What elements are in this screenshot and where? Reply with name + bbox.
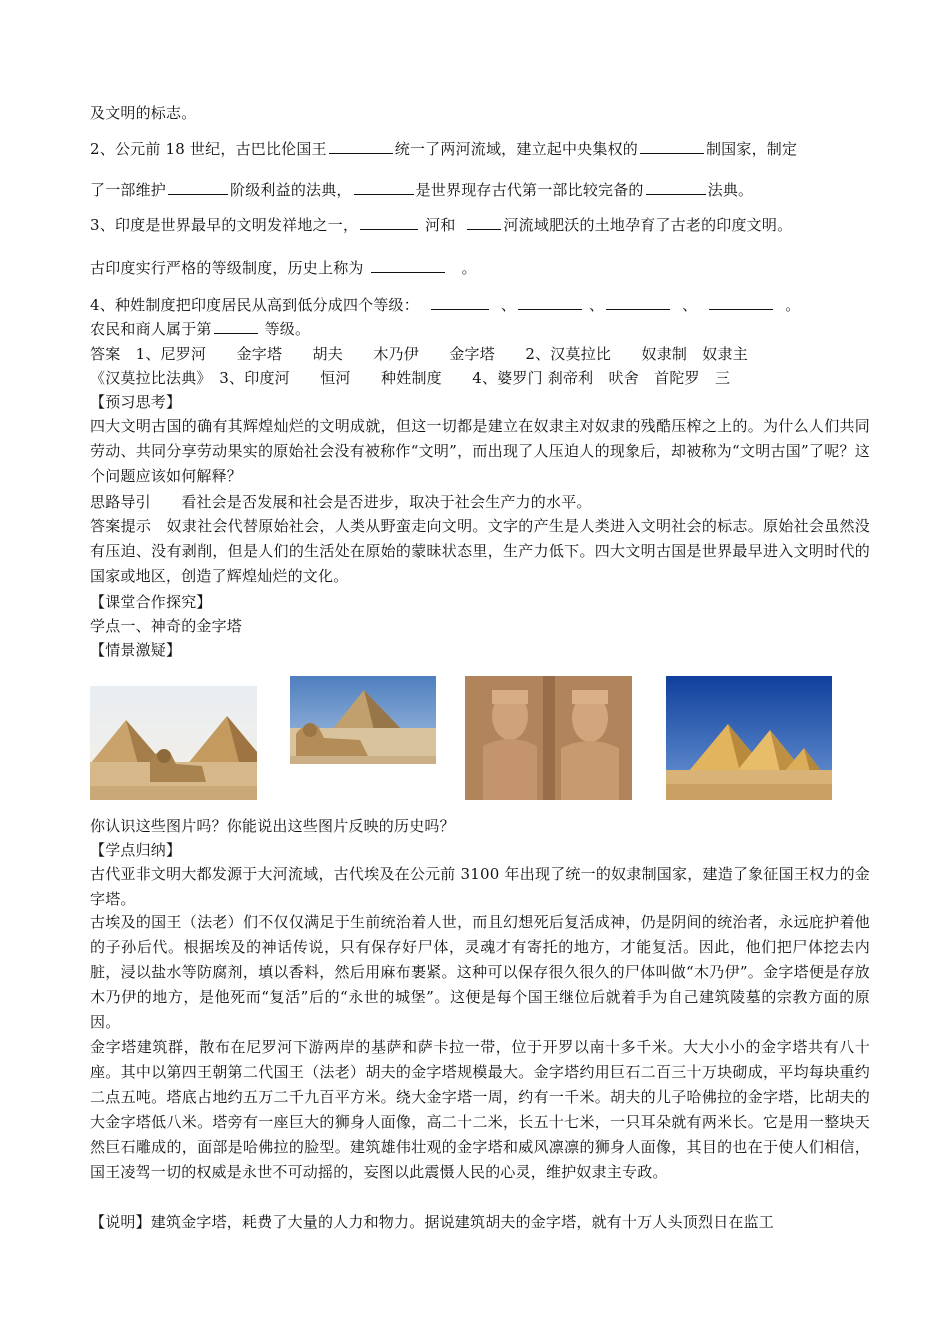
class-heading: 【课堂合作探究】 (90, 593, 212, 611)
point-title: 学点一、神奇的金字塔 (90, 617, 243, 635)
summary-heading: 【学点归纳】 (90, 841, 182, 859)
sphinx-pyramid-photo (290, 676, 436, 764)
answer-hint: 答案提示 奴隶社会代替原始社会，人类从野蛮走向文明。文字的产生是人类进入文明社会的标志。原始社会虽然没有压迫、没有剥削，但是人们的生活处在原始的蒙昧状态里，生产力低下。四大文明古国是世界最早进入文明时代的国家或地区，创造了辉煌灿烂的文化。 (90, 517, 870, 585)
pyramids-sphinx-photo (90, 686, 257, 800)
q2-blank-4[interactable] (354, 178, 414, 195)
q4-blank-4[interactable] (709, 293, 773, 310)
preview-text: 四大文明古国的确有其辉煌灿烂的文明成就，但这一切都是建立在奴隶主对奴隶的残酷压榨之上的。为什么人们共同劳动、共同分享劳动果实的原始社会没有被称作“文明”，而出现了人压迫人的现象后，却被称为“文明古国”了呢？这个问题应该如何解释？ (90, 417, 870, 485)
q4-sep-1: 、 (500, 296, 517, 314)
q2-blank-5[interactable] (646, 178, 706, 195)
q2-text-c: 制国家，制定 (705, 140, 798, 158)
q3-text-a: 3、印度是世界最早的文明发祥地之一， (90, 216, 359, 234)
question-2-line-1 (90, 137, 870, 162)
scene-heading: 【情景激疑】 (90, 641, 182, 659)
q4-sep-2: 、 (589, 296, 605, 314)
q2-text-f: 是世界现存古代第一部比较完备的 (415, 181, 644, 199)
q4-blank-5[interactable] (214, 317, 258, 334)
answers-line-2: 《汉莫拉比法典》 3、印度河 恒河 种姓制度 4、婆罗门 刹帝利 吠舍 首陀罗 三 (90, 369, 731, 387)
summary-paragraph-1: 古代亚非文明大都发源于大河流域，古代埃及在公元前 3100 年出现了统一的奴隶制国家，建造了象征国王权力的金字塔。 (90, 865, 870, 908)
question-4-line-2 (90, 317, 870, 342)
q2-text-a: 2、公元前 18 世纪，古巴比伦国王 (90, 140, 327, 158)
q4-line2-b: 等级。 (264, 320, 311, 338)
q3-blank-2[interactable] (467, 213, 501, 230)
answers-line-1: 答案 1、尼罗河 金字塔 胡夫 木乃伊 金字塔 2、汉莫拉比 奴隶制 奴隶主 (90, 345, 748, 363)
preview-heading: 【预习思考】 (90, 393, 182, 411)
question-text: 你认识这些图片吗？你能说出这些图片反映的历史吗？ (90, 817, 455, 835)
q4-line2-a: 农民和商人属于第 (90, 320, 212, 338)
q2-text-b: 统一了两河流域，建立起中央集权的 (394, 140, 638, 158)
summary-paragraph-2: 古埃及的国王（法老）们不仅仅满足于生前统治着人世，而且幻想死后复活成神，仍是阴间的统治者，永远庇护着他的子孙后代。根据埃及的神话传说，只有保存好尸体，灵魂才有寄托的地方，才能复活。因此，他们把尸体挖去内脏，浸以盐水等防腐剂，填以香料，然后用麻布裹紧。这种可以保存很久很久的尸体叫做“木乃伊”。金字塔便是存放木乃伊的地方，是他死而“复活”后的“永世的城堡”。这便是每个国王继位后就着手为自己建筑陵墓的宗教方面的原因。 (90, 913, 870, 1031)
q3-text-e: 。 (461, 259, 477, 277)
q2-blank-2[interactable] (640, 137, 704, 154)
q4-text-a: 4、种姓制度把印度居民从高到低分成四个等级： (90, 296, 419, 314)
question-3-line-2 (90, 256, 870, 281)
q2-text-g: 法典。 (707, 181, 754, 199)
q3-blank-3[interactable] (371, 256, 445, 273)
q4-blank-3[interactable] (606, 293, 670, 310)
q2-blank-3[interactable] (168, 178, 228, 195)
q3-blank-1[interactable] (360, 213, 418, 230)
question-2-line-2 (90, 178, 870, 203)
abu-simbel-statues-photo (465, 676, 632, 800)
q4-sep-3: 、 (682, 296, 698, 314)
q2-text-e: 阶级利益的法典， (230, 181, 352, 199)
question-3-line-1 (90, 213, 870, 238)
giza-pyramids-photo (666, 676, 832, 800)
q2-text-d: 了一部维护 (90, 181, 167, 199)
q4-blank-1[interactable] (431, 293, 489, 310)
summary-paragraph-3: 金字塔建筑群，散布在尼罗河下游两岸的基萨和萨卡拉一带，位于开罗以南十多千米。大大小小的金字塔共有八十座。其中以第四王朝第二代国王（法老）胡夫的金字塔规模最大。金字塔约用巨石二百三十万块砌成，平均每块重约二点五吨。塔底占地约五万二千九百平方米。绕大金字塔一周，约有一千米。胡夫的儿子哈佛拉的金字塔，比胡夫的大金字塔低八米。塔旁有一座巨大的狮身人面像，高二十二米，长五十七米，一只耳朵就有两米长。它是用一整块天然巨石雕成的，面部是哈佛拉的脸型。建筑雄伟壮观的金字塔和威风凛凛的狮身人面像，其目的也在于使人们相信，国王凌驾一切的权威是永世不可动摇的，妄图以此震慑人民的心灵，维护奴隶主专政。 (90, 1038, 870, 1181)
q2-blank-1[interactable] (329, 137, 393, 154)
q3-text-b: 河和 (425, 216, 456, 234)
question-4-line-1 (90, 293, 870, 318)
q4-blank-2[interactable] (518, 293, 582, 310)
note-text: 【说明】建筑金字塔，耗费了大量的人力和物力。据说建筑胡夫的金字塔，就有十万人头顶烈日在监工 (90, 1213, 775, 1231)
q4-end: 。 (785, 296, 801, 314)
intro-tail: 及文明的标志。 (90, 104, 197, 122)
thinking-guide: 思路导引 看社会是否发展和社会是否进步，取决于社会生产力的水平。 (90, 493, 592, 511)
q3-text-c: 河流域肥沃的土地孕育了古老的印度文明。 (503, 216, 793, 234)
q3-text-d: 古印度实行严格的等级制度，历史上称为 (90, 259, 364, 277)
